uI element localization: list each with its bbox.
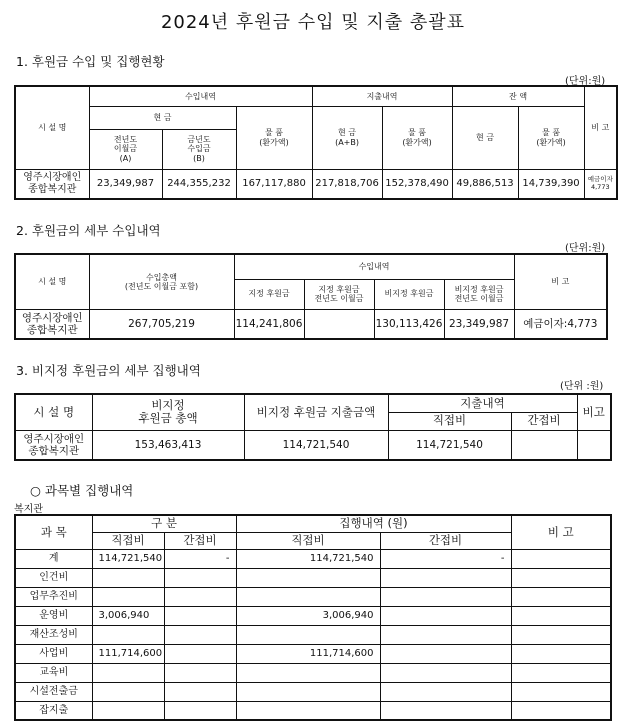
cell-designated: 114,241,806: [234, 309, 304, 339]
header-goods-text: 물 품 (환가액): [259, 128, 289, 147]
cell-nondesignated: 130,113,426: [374, 309, 444, 339]
header-income: 수입내역: [234, 254, 514, 279]
cell-exec-direct: [236, 625, 380, 644]
header-facility: 시 설 명: [15, 394, 92, 430]
cell-exec-direct: 3,006,940: [236, 606, 380, 625]
cell-exec-direct: [236, 682, 380, 701]
cell-bal-cash: 49,886,513: [452, 169, 518, 199]
header-exp-cash: 현 금 (A+B): [312, 106, 382, 169]
table-row: [15, 606, 611, 625]
cell-indirect: [164, 701, 236, 720]
cell-exec-indirect: [380, 606, 511, 625]
cell-exec-direct: 114,721,540: [236, 549, 380, 568]
cell-indirect: [164, 682, 236, 701]
section1-unit: (단위:원): [565, 76, 606, 87]
cell-exec-direct: [236, 701, 380, 720]
header-category: 구 분: [92, 515, 236, 532]
cell-direct: [92, 701, 164, 720]
cell-nondesignated-carry: 23,349,987: [444, 309, 514, 339]
header-note: 비 고: [514, 254, 607, 309]
cell-exp-cash: 217,818,706: [312, 169, 382, 199]
cell-direct: [92, 568, 164, 587]
cell-exec-direct: [236, 587, 380, 606]
cell-note: [511, 644, 611, 663]
header-subject: 과 목: [15, 515, 92, 549]
cell-indirect: [164, 568, 236, 587]
row-subject: 사업비: [15, 644, 92, 663]
row-subject: 계: [15, 549, 92, 568]
header-facility: 시 설 명: [15, 254, 89, 309]
cell-indirect: [511, 430, 577, 460]
header-balance: 잔 액: [452, 86, 584, 106]
header-curr-income: 금년도 수입금 (B): [162, 129, 236, 169]
header-designated: 지정 후원금: [234, 279, 304, 309]
header-nondesignated-carry: 비지정 후원금 전년도 이월금: [444, 279, 514, 309]
section1-heading: 1. 후원금 수입 및 집행현황: [16, 54, 165, 69]
table-row: [15, 549, 611, 568]
header-total: 비지정 후원금 총액: [92, 394, 244, 430]
cell-note: [511, 587, 611, 606]
cell-note: [511, 663, 611, 682]
table-row: [15, 568, 611, 587]
cell-bal-goods: 14,739,390: [518, 169, 584, 199]
income-expense-summary-table: [14, 85, 618, 200]
cell-exec-direct: [236, 568, 380, 587]
header-note: 비고: [577, 394, 611, 430]
cell-exec-indirect: [380, 701, 511, 720]
cell-prev-carry: 23,349,987: [89, 169, 162, 199]
cell-note: [577, 430, 611, 460]
cell-direct: [92, 682, 164, 701]
row-subject: 시설전출금: [15, 682, 92, 701]
table-row: [15, 701, 611, 720]
header-bal-cash: 현 금: [452, 106, 518, 169]
cell-direct: 114,721,540: [388, 430, 511, 460]
header-exec-direct: 직접비: [236, 532, 380, 549]
cell-indirect: -: [164, 549, 236, 568]
row-subject: 재산조성비: [15, 625, 92, 644]
row-facility: 영주시장애인 종합복지관: [15, 430, 92, 460]
cell-exec-direct: [236, 663, 380, 682]
header-facility: 시 설 명: [15, 86, 89, 169]
cell-goods: 167,117,880: [236, 169, 312, 199]
cell-total: 153,463,413: [92, 430, 244, 460]
header-exec-indirect: 간접비: [380, 532, 511, 549]
cell-note: 예금이자 4,773: [584, 169, 617, 199]
cell-exec-indirect: [380, 644, 511, 663]
cell-indirect: [164, 606, 236, 625]
cell-indirect: [164, 587, 236, 606]
row-facility: 영주시장애인 종합복지관: [15, 169, 89, 199]
row-facility: 영주시장애인 종합복지관: [15, 309, 89, 339]
header-nondesignated: 비지정 후원금: [374, 279, 444, 309]
cell-note: [511, 549, 611, 568]
income-detail-table: [14, 253, 608, 340]
cell-note: 예금이자:4,773: [514, 309, 607, 339]
cell-exec-indirect: [380, 587, 511, 606]
cell-indirect: [164, 644, 236, 663]
cell-spent: 114,721,540: [244, 430, 388, 460]
header-designated-carry: 지정 후원금 전년도 이월금: [304, 279, 374, 309]
cell-note: [511, 606, 611, 625]
header-direct: 직접비: [388, 412, 511, 430]
row-subject: 업무추진비: [15, 587, 92, 606]
section3-heading: 3. 비지정 후원금의 세부 집행내역: [16, 363, 201, 378]
cell-note: [511, 682, 611, 701]
table-row: [15, 587, 611, 606]
cell-designated-carry: [304, 309, 374, 339]
header-goods: [236, 106, 312, 169]
cell-direct: 111,714,600: [92, 644, 164, 663]
cell-direct: 114,721,540: [92, 549, 164, 568]
header-note: 비 고: [511, 515, 611, 549]
header-exp-goods: 물 품 (환가액): [382, 106, 452, 169]
cell-direct: [92, 587, 164, 606]
section4-subtitle: 복지관: [14, 504, 43, 515]
row-subject: 운영비: [15, 606, 92, 625]
row-subject: 교육비: [15, 663, 92, 682]
header-note: 비 고: [584, 86, 617, 169]
header-cash: 현 금: [89, 106, 236, 129]
cell-direct: [92, 663, 164, 682]
table-row: [15, 644, 611, 663]
cell-curr-income: 244,355,232: [162, 169, 236, 199]
cell-note: [511, 568, 611, 587]
table-row: [15, 663, 611, 682]
subject-rows: [15, 549, 611, 720]
row-subject: 잡지출: [15, 701, 92, 720]
header-expense: 지출내역: [388, 394, 577, 412]
section2-unit: (단위:원): [565, 243, 606, 254]
header-execution: 집행내역 (원): [236, 515, 511, 532]
section3-unit: (단위 :원): [560, 381, 604, 392]
section2-heading: 2. 후원금의 세부 수입내역: [16, 223, 161, 238]
nondesignated-execution-table: [14, 393, 612, 461]
cell-exec-indirect: [380, 625, 511, 644]
cell-exec-indirect: [380, 663, 511, 682]
cell-exec-indirect: [380, 568, 511, 587]
header-direct: 직접비: [92, 532, 164, 549]
header-bal-goods: 물 품 (환가액): [518, 106, 584, 169]
header-total: 수입총액 (전년도 이월금 포함): [89, 254, 234, 309]
header-prev-carry: 전년도 이월금 (A): [89, 129, 162, 169]
cell-note: [511, 701, 611, 720]
section4-heading: ○ 과목별 집행내역: [30, 483, 134, 498]
table-row: [15, 625, 611, 644]
header-income: 수입내역: [89, 86, 312, 106]
cell-indirect: [164, 625, 236, 644]
cell-note: [511, 625, 611, 644]
header-spent: 비지정 후원금 지출금액: [244, 394, 388, 430]
cell-exec-indirect: -: [380, 549, 511, 568]
row-subject: 인건비: [15, 568, 92, 587]
cell-indirect: [164, 663, 236, 682]
header-indirect: 간접비: [511, 412, 577, 430]
cell-exec-direct: 111,714,600: [236, 644, 380, 663]
cell-direct: 3,006,940: [92, 606, 164, 625]
page-title: 2024년 후원금 수입 및 지출 총괄표: [160, 12, 466, 33]
cell-direct: [92, 625, 164, 644]
cell-exec-indirect: [380, 682, 511, 701]
table-row: [15, 682, 611, 701]
cell-exp-goods: 152,378,490: [382, 169, 452, 199]
cell-total: 267,705,219: [89, 309, 234, 339]
subject-execution-table: [14, 514, 612, 721]
header-expense: 지출내역: [312, 86, 452, 106]
header-indirect: 간접비: [164, 532, 236, 549]
